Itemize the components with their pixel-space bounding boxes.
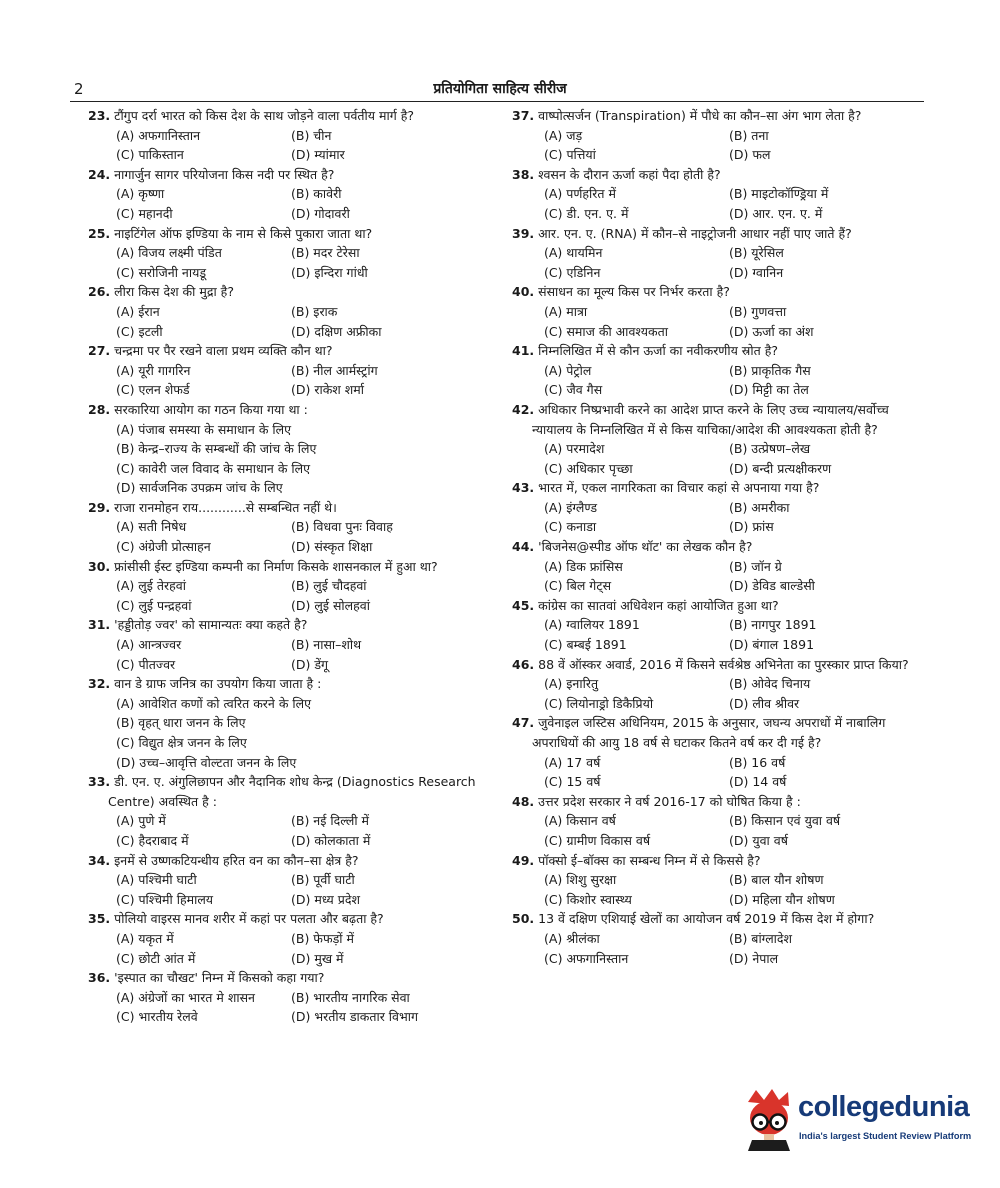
question-item bbox=[88, 400, 500, 498]
option-item: (A) श्रीलंका bbox=[544, 930, 600, 946]
question-number: 34. bbox=[88, 852, 111, 868]
option-item: (D) डेविड बाल्डेसी bbox=[729, 578, 815, 594]
question-number: 47. bbox=[512, 715, 535, 731]
options-group bbox=[512, 929, 917, 968]
option-item: (B) अमरीका bbox=[729, 499, 790, 515]
options-group bbox=[512, 184, 917, 223]
question-body: जुवेनाइल जस्टिस अधिनियम, 2015 के अनुसार, जघन्य अपराधों में नाबालिग अपराधियों की आयु 18 वर्ष से घटाकर कितने वर्ष कर दी गई है? bbox=[532, 715, 886, 750]
option-item: (D) फल bbox=[729, 147, 771, 163]
option-item: (C) एडिनिन bbox=[544, 264, 601, 280]
question-number: 46. bbox=[512, 656, 535, 672]
option-item: (D) बंगाल 1891 bbox=[729, 637, 815, 653]
option-item: (C) हैदराबाद में bbox=[116, 832, 189, 848]
options-group bbox=[512, 302, 917, 341]
question-item bbox=[512, 224, 917, 283]
question-text bbox=[512, 400, 917, 439]
question-body: वान डे ग्राफ जनित्र का उपयोग किया जाता है : bbox=[114, 676, 322, 692]
question-item bbox=[88, 106, 500, 165]
question-number: 26. bbox=[88, 284, 111, 300]
question-item bbox=[88, 909, 500, 968]
question-body: नाइटिंगेल ऑफ इण्डिया के नाम से किसे पुकारा जाता था? bbox=[114, 225, 373, 241]
question-item bbox=[512, 165, 917, 224]
option-item: (D) मध्य प्रदेश bbox=[291, 891, 361, 907]
option-item: (C) विद्युत क्षेत्र जनन के लिए bbox=[116, 735, 247, 750]
question-text bbox=[512, 341, 917, 361]
option-item: (B) यूरेसिल bbox=[729, 245, 784, 261]
question-item bbox=[88, 851, 500, 910]
option-item: (C) कनाडा bbox=[544, 519, 597, 535]
question-text bbox=[88, 341, 500, 361]
option-item: (B) लुई चौदहवां bbox=[291, 578, 367, 594]
option-item: (A) पेट्रोल bbox=[544, 362, 592, 378]
question-item bbox=[512, 537, 917, 596]
options-group bbox=[512, 243, 917, 282]
question-text bbox=[88, 909, 500, 929]
options-group bbox=[88, 870, 500, 909]
option-item: (A) सती निषेध bbox=[116, 519, 187, 535]
question-body: 'इस्पात का चौखट' निम्न में किसको कहा गया? bbox=[114, 970, 325, 986]
option-item: (B) जॉन ग्रे bbox=[729, 558, 782, 574]
option-item: (B) नई दिल्ली में bbox=[291, 813, 370, 829]
option-item: (D) महिला यौन शोषण bbox=[729, 891, 835, 907]
logo-tagline: India's largest Student Review Platform bbox=[799, 1131, 972, 1141]
option-item: (B) बांग्लादेश bbox=[729, 930, 793, 946]
option-item: (B) विधवा पुनः विवाह bbox=[291, 519, 393, 535]
option-item: (B) किसान एवं युवा वर्ष bbox=[729, 813, 841, 829]
question-item bbox=[88, 282, 500, 341]
option-item: (D) इन्दिरा गांधी bbox=[291, 264, 368, 280]
options-group bbox=[88, 811, 500, 850]
question-body: टौंगुप दर्रा भारत को किस देश के साथ जोड़ने वाला पर्वतीय मार्ग है? bbox=[114, 108, 415, 123]
option-item: (B) कावेरी bbox=[291, 186, 342, 202]
option-item: (A) इंग्लैण्ड bbox=[544, 499, 598, 515]
question-body: राजा रानमोहन राय............से सम्बन्धित नहीं थे। bbox=[114, 499, 337, 515]
question-number: 24. bbox=[88, 166, 111, 182]
option-item: (C) अधिकार पृच्छा bbox=[544, 460, 633, 476]
options-group bbox=[88, 576, 500, 615]
option-item: (B) माइटोकॉण्ड्रिया में bbox=[729, 186, 829, 202]
options-group bbox=[88, 243, 500, 282]
option-item: (B) 16 वर्ष bbox=[729, 754, 786, 770]
question-item bbox=[512, 596, 917, 655]
question-number: 39. bbox=[512, 225, 535, 241]
option-item: (A) कृष्णा bbox=[116, 186, 165, 202]
question-text bbox=[88, 224, 500, 244]
option-item: (C) पश्चिमी हिमालय bbox=[116, 891, 214, 907]
question-item bbox=[512, 106, 917, 165]
question-number: 30. bbox=[88, 558, 111, 574]
question-text bbox=[88, 851, 500, 871]
option-item: (A) थायमिन bbox=[544, 245, 603, 261]
option-item: (D) सार्वजनिक उपक्रम जांच के लिए bbox=[116, 480, 283, 496]
option-item: (B) गुणवत्ता bbox=[729, 303, 787, 319]
question-text bbox=[88, 615, 500, 635]
question-body: पॉक्सो ई–बॉक्स का सम्बन्ध निम्न में से किससे है? bbox=[538, 852, 761, 868]
option-item: (A) ईरान bbox=[116, 303, 160, 319]
question-text bbox=[512, 224, 917, 244]
option-item: (D) संस्कृत शिक्षा bbox=[291, 539, 373, 555]
question-number: 38. bbox=[512, 166, 535, 182]
question-number: 42. bbox=[512, 401, 535, 417]
logo-wordmark: collegedunia bbox=[798, 1091, 970, 1123]
option-item: (D) राकेश शर्मा bbox=[291, 382, 364, 398]
options-group bbox=[88, 988, 500, 1027]
option-item: (A) ग्वालियर 1891 bbox=[544, 617, 640, 633]
question-text bbox=[512, 106, 917, 126]
option-item: (C) पत्तियां bbox=[544, 147, 596, 163]
question-number: 37. bbox=[512, 108, 535, 123]
option-item: (B) उत्प्रेषण–लेख bbox=[729, 441, 811, 457]
option-item: (A) पर्णहरित में bbox=[544, 186, 616, 202]
options-group bbox=[88, 929, 500, 968]
option-item: (D) उच्च–आवृत्ति वोल्टता जनन के लिए bbox=[116, 754, 297, 770]
option-item: (A) शिशु सुरक्षा bbox=[544, 872, 617, 888]
option-item: (A) मात्रा bbox=[544, 303, 588, 319]
question-text bbox=[88, 282, 500, 302]
option-item: (B) तना bbox=[729, 127, 769, 143]
question-text bbox=[88, 557, 500, 577]
question-body: अधिकार निष्प्रभावी करने का आदेश प्राप्त करने के लिए उच्च न्यायालय/सर्वोच्च न्यायालय के निम्नलिखित में से किस याचिका/आदेश की आवश्यकता होती है? bbox=[532, 401, 889, 437]
question-text bbox=[88, 106, 500, 126]
question-item bbox=[88, 615, 500, 674]
question-text bbox=[88, 400, 500, 420]
option-item: (D) ऊर्जा का अंश bbox=[729, 323, 814, 339]
option-item: (B) नागपुर 1891 bbox=[729, 617, 817, 633]
question-text bbox=[512, 655, 917, 675]
question-number: 28. bbox=[88, 401, 111, 417]
question-item bbox=[88, 557, 500, 616]
option-item: (D) दक्षिण अफ्रीका bbox=[291, 323, 382, 339]
option-item: (A) पुणे में bbox=[116, 813, 166, 829]
option-item: (D) ग्वानिन bbox=[729, 264, 784, 280]
question-body: भारत में, एकल नागरिकता का विचार कहां से अपनाया गया है? bbox=[538, 480, 820, 496]
option-item: (A) किसान वर्ष bbox=[544, 813, 616, 829]
option-item: (C) एलन शेफर्ड bbox=[116, 382, 190, 398]
question-text bbox=[88, 772, 500, 811]
question-body: पोलियो वाइरस मानव शरीर में कहां पर पलता और बढ़ता है? bbox=[114, 911, 384, 927]
options-group bbox=[88, 302, 500, 341]
option-item: (A) यकृत में bbox=[116, 930, 174, 946]
collegedunia-logo[interactable] bbox=[742, 1088, 972, 1152]
option-item: (D) भरतीय डाकतार विभाग bbox=[291, 1009, 419, 1025]
question-number: 44. bbox=[512, 539, 535, 555]
option-item: (C) पाकिस्तान bbox=[116, 147, 184, 163]
question-body: श्वसन के दौरान ऊर्जा कहां पैदा होती है? bbox=[538, 166, 721, 182]
question-text bbox=[512, 713, 917, 752]
question-item bbox=[88, 968, 500, 1027]
option-item: (A) 17 वर्ष bbox=[544, 754, 601, 770]
option-item: (C) डी. एन. ए. में bbox=[544, 205, 629, 221]
question-text bbox=[512, 537, 917, 557]
option-item: (C) ग्रामीण विकास वर्ष bbox=[544, 832, 651, 848]
option-item: (A) अफगानिस्तान bbox=[116, 127, 201, 143]
question-item bbox=[512, 792, 917, 851]
option-item: (C) सरोजिनी नायडू bbox=[116, 264, 207, 280]
option-item: (B) वृहत् धारा जनन के लिए bbox=[116, 715, 246, 731]
question-number: 27. bbox=[88, 343, 111, 359]
options-group bbox=[512, 361, 917, 400]
option-item: (A) आवेशित कणों को त्वरित करने के लिए bbox=[116, 695, 312, 711]
option-item: (A) इनारितु bbox=[544, 676, 599, 692]
option-item: (B) चीन bbox=[291, 127, 332, 143]
page-number: 2 bbox=[74, 80, 84, 98]
options-group bbox=[512, 126, 917, 165]
question-number: 45. bbox=[512, 597, 535, 613]
option-item: (D) लुई सोलहवां bbox=[291, 597, 370, 613]
option-item: (D) आर. एन. ए. में bbox=[729, 205, 823, 221]
options-group bbox=[512, 753, 917, 792]
question-text bbox=[512, 165, 917, 185]
question-number: 25. bbox=[88, 225, 111, 241]
option-item: (B) मदर टेरेसा bbox=[291, 245, 360, 261]
question-item bbox=[512, 713, 917, 791]
option-item: (C) अंग्रेजी प्रोत्साहन bbox=[116, 539, 211, 555]
option-item: (D) बन्दी प्रत्यक्षीकरण bbox=[729, 460, 832, 476]
question-number: 35. bbox=[88, 911, 111, 927]
question-item bbox=[512, 909, 917, 968]
question-item bbox=[88, 341, 500, 400]
question-number: 48. bbox=[512, 793, 535, 809]
question-item bbox=[512, 655, 917, 714]
option-item: (C) बम्बई 1891 bbox=[544, 637, 627, 653]
question-body: 'हड्डीतोड़ ज्वर' को सामान्यतः क्या कहते है? bbox=[114, 617, 308, 633]
question-number: 40. bbox=[512, 284, 535, 300]
option-item: (C) जैव गैस bbox=[544, 382, 603, 398]
option-item: (B) भारतीय नागरिक सेवा bbox=[291, 989, 410, 1005]
option-item: (D) डेंगू bbox=[291, 656, 329, 672]
question-item bbox=[88, 674, 500, 772]
option-item: (A) पश्चिमी घाटी bbox=[116, 872, 197, 888]
option-item: (B) इराक bbox=[291, 303, 338, 319]
options-group bbox=[88, 361, 500, 400]
question-body: नागार्जुन सागर परियोजना किस नदी पर स्थित है? bbox=[114, 166, 335, 182]
question-body: कांग्रेस का सातवां अधिवेशन कहां आयोजित हुआ था? bbox=[538, 597, 779, 613]
option-item: (D) मिट्टी का तेल bbox=[729, 382, 809, 398]
options-group bbox=[88, 420, 500, 498]
page-title: प्रतियोगिता साहित्य सीरीज bbox=[433, 81, 567, 97]
option-item: (D) 14 वर्ष bbox=[729, 774, 787, 790]
option-item: (C) भारतीय रेलवे bbox=[116, 1009, 198, 1025]
question-number: 50. bbox=[512, 911, 535, 927]
question-item bbox=[512, 341, 917, 400]
question-text bbox=[88, 674, 500, 694]
options-group bbox=[512, 615, 917, 654]
question-text bbox=[512, 282, 917, 302]
question-number: 41. bbox=[512, 343, 535, 359]
question-body: लीरा किस देश की मुद्रा है? bbox=[114, 284, 234, 300]
option-item: (C) इटली bbox=[116, 323, 163, 339]
option-item: (B) बाल यौन शोषण bbox=[729, 872, 824, 888]
options-group bbox=[88, 184, 500, 223]
option-item: (B) केन्द्र–राज्य के सम्बन्धों की जांच के लिए bbox=[116, 441, 317, 457]
options-group bbox=[512, 498, 917, 537]
question-body: 'बिजनेस@स्पीड ऑफ थॉट' का लेखक कौन है? bbox=[538, 539, 753, 555]
options-group bbox=[88, 694, 500, 772]
options-group bbox=[512, 674, 917, 713]
option-item: (B) नील आर्मस्ट्रांग bbox=[291, 362, 378, 378]
option-item: (B) ओवेद चिनाय bbox=[729, 676, 811, 692]
question-text bbox=[512, 851, 917, 871]
question-text bbox=[512, 792, 917, 812]
question-body: उत्तर प्रदेश सरकार ने वर्ष 2016-17 को घोषित किया है : bbox=[538, 793, 801, 809]
option-item: (D) गोदावरी bbox=[291, 205, 350, 221]
option-item: (C) अफगानिस्तान bbox=[544, 950, 629, 966]
options-group bbox=[88, 635, 500, 674]
option-item: (C) बिल गेट्स bbox=[544, 578, 612, 594]
student-mascot-icon bbox=[742, 1088, 794, 1152]
left-column bbox=[88, 106, 500, 1027]
question-text bbox=[512, 478, 917, 498]
option-item: (C) छोटी आंत में bbox=[116, 950, 196, 966]
question-body: 13 वें दक्षिण एशियाई खेलों का आयोजन वर्ष 2019 में किस देश में होगा? bbox=[538, 911, 875, 927]
option-item: (A) विजय लक्ष्मी पंडित bbox=[116, 245, 222, 261]
option-item: (C) समाज की आवश्यकता bbox=[544, 323, 668, 339]
option-item: (A) पंजाब समस्या के समाधान के लिए bbox=[116, 421, 292, 437]
question-item bbox=[88, 224, 500, 283]
question-number: 29. bbox=[88, 499, 111, 515]
question-body: 88 वें ऑस्कर अवार्ड, 2016 में किसने सर्वश्रेष्ठ अभिनेता का पुरस्कार प्राप्त किया? bbox=[538, 656, 909, 672]
option-item: (A) परमादेश bbox=[544, 441, 605, 457]
option-item: (D) युवा वर्ष bbox=[729, 832, 788, 848]
question-text bbox=[88, 968, 500, 988]
option-item: (D) म्यांमार bbox=[291, 147, 345, 163]
question-text bbox=[512, 909, 917, 929]
option-item: (D) लीव श्रीवर bbox=[729, 695, 800, 711]
right-column bbox=[512, 106, 917, 968]
options-group bbox=[512, 811, 917, 850]
option-item: (B) प्राकृतिक गैस bbox=[729, 362, 811, 378]
option-item: (D) फ्रांस bbox=[729, 519, 774, 535]
question-body: वाष्पोत्सर्जन (Transpiration) में पौधे का कौन–सा अंग भाग लेता है? bbox=[538, 108, 862, 123]
question-number: 49. bbox=[512, 852, 535, 868]
options-group bbox=[512, 439, 917, 478]
option-item: (B) फेफड़ों में bbox=[291, 930, 354, 946]
question-body: चन्द्रमा पर पैर रखने वाला प्रथम व्यक्ति कौन था? bbox=[114, 343, 333, 359]
question-item bbox=[512, 478, 917, 537]
option-item: (C) किशोर स्वास्थ्य bbox=[544, 891, 632, 907]
question-body: संसाधन का मूल्य किस पर निर्भर करता है? bbox=[538, 284, 730, 300]
question-body: फ्रांसीसी ईस्ट इण्डिया कम्पनी का निर्माण किसके शासनकाल में हुआ था? bbox=[114, 558, 438, 574]
options-group bbox=[512, 557, 917, 596]
option-item: (A) यूरी गागरिन bbox=[116, 362, 191, 378]
question-text bbox=[88, 498, 500, 518]
question-item bbox=[88, 772, 500, 850]
question-item bbox=[88, 498, 500, 557]
question-number: 32. bbox=[88, 676, 111, 692]
option-item: (A) जड़ bbox=[544, 127, 583, 143]
option-item: (C) लुई पन्द्रहवां bbox=[116, 597, 192, 613]
header-rule bbox=[70, 101, 924, 102]
question-number: 23. bbox=[88, 108, 111, 123]
question-body: आर. एन. ए. (RNA) में कौन–से नाइट्रोजनी आधार नहीं पाए जाते हैं? bbox=[538, 225, 852, 241]
question-number: 33. bbox=[88, 774, 111, 790]
option-item: (C) 15 वर्ष bbox=[544, 774, 601, 790]
option-item: (C) लियोनाड्रो डिकैप्रियो bbox=[544, 695, 654, 711]
option-item: (D) कोलकाता में bbox=[291, 832, 371, 848]
question-body: निम्नलिखित में से कौन ऊर्जा का नवीकरणीय स्रोत है? bbox=[538, 343, 778, 359]
question-item bbox=[512, 851, 917, 910]
option-item: (C) कावेरी जल विवाद के समाधान के लिए bbox=[116, 460, 311, 476]
option-item: (D) नेपाल bbox=[729, 950, 779, 966]
option-item: (C) पीतज्वर bbox=[116, 656, 176, 672]
question-number: 43. bbox=[512, 480, 535, 496]
option-item: (A) आन्त्रज्वर bbox=[116, 637, 182, 653]
options-group bbox=[88, 517, 500, 556]
question-item bbox=[512, 282, 917, 341]
question-body: सरकारिया आयोग का गठन किया गया था : bbox=[114, 401, 308, 417]
question-body: डी. एन. ए. अंगुलिछापन और नैदानिक शोध केन्द्र (Diagnostics Research Centre) अवस्थित है : bbox=[108, 774, 476, 809]
question-text bbox=[88, 165, 500, 185]
option-item: (C) महानदी bbox=[116, 205, 173, 221]
question-number: 31. bbox=[88, 617, 111, 633]
options-group bbox=[88, 126, 500, 165]
question-item bbox=[512, 400, 917, 478]
question-text bbox=[512, 596, 917, 616]
option-item: (B) नासा–शोथ bbox=[291, 637, 362, 653]
options-group bbox=[512, 870, 917, 909]
option-item: (B) पूर्वी घाटी bbox=[291, 872, 355, 888]
option-item: (A) अंग्रेजों का भारत मे शासन bbox=[116, 989, 255, 1005]
option-item: (D) मुख में bbox=[291, 950, 344, 966]
question-item bbox=[88, 165, 500, 224]
question-number: 36. bbox=[88, 970, 111, 986]
option-item: (A) डिक फ्रांसिस bbox=[544, 558, 623, 574]
option-item: (A) लुई तेरहवां bbox=[116, 578, 186, 594]
question-body: इनमें से उष्णकटियन्धीय हरित वन का कौन–सा क्षेत्र है? bbox=[114, 852, 359, 868]
